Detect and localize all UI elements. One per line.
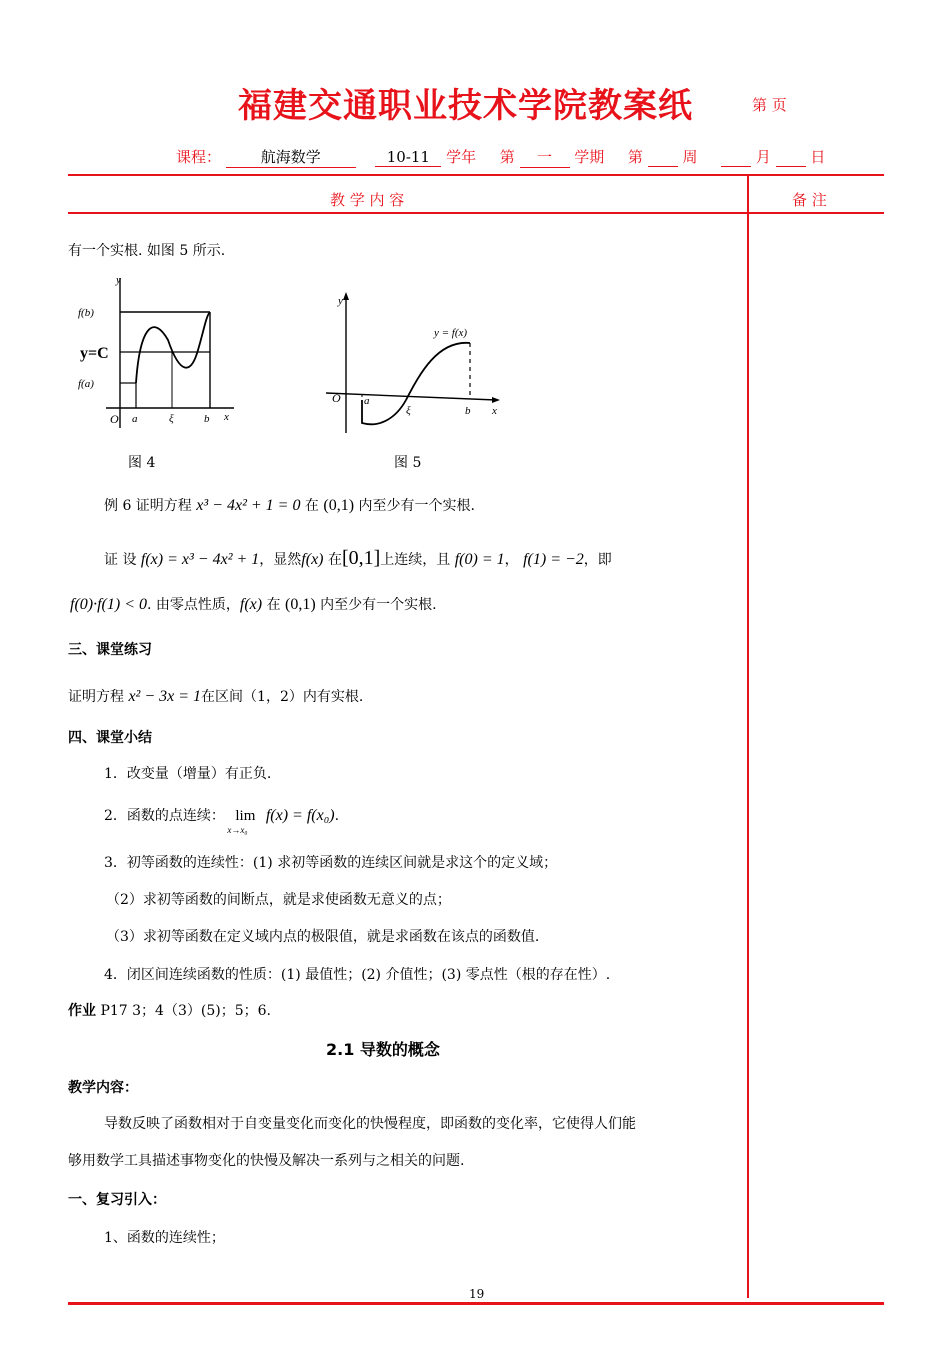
example-6-interval: (0,1) — [323, 497, 355, 514]
fig4-y-label: y — [116, 274, 121, 286]
fig5-x-label: x — [492, 405, 497, 417]
proof-text-e: ，即 — [583, 552, 612, 568]
proof-prefix: 证 设 — [104, 552, 137, 568]
bottom-rule — [68, 1302, 884, 1305]
figure-4-caption: 图 4 — [128, 455, 156, 471]
month-suffix: 月 — [755, 148, 771, 166]
figure-4-graph — [76, 270, 246, 435]
figure-5-graph — [320, 288, 510, 438]
page-number: 19 — [469, 1287, 485, 1301]
proof2-text-a: . 由零点性质， — [147, 597, 240, 613]
summary-2-prefix: 2．函数的点连续： — [104, 808, 225, 824]
proof-text-c: 上连续，且 — [380, 552, 451, 568]
chapter-title: 2.1 导数的概念 — [326, 1040, 440, 1059]
section-4-title: 四、课堂小结 — [68, 730, 152, 746]
limit-block — [227, 807, 261, 835]
proof-function: f(x) = x³ − 4x² + 1 — [140, 551, 260, 568]
limit-symbol: lim — [235, 808, 256, 824]
proof-closed-interval: [0,1] — [341, 547, 381, 569]
fig5-b-label: b — [465, 405, 471, 417]
homework-line — [68, 1003, 271, 1020]
limit-subscript: x→x₀ — [227, 825, 248, 835]
paragraph-1: 导数反映了函数相对于自变量变化而变化的快慢程度，即函数的变化率，它使得人们能 — [104, 1116, 636, 1132]
summary-1: 1．改变量（增量）有正负. — [104, 766, 272, 782]
review-title: 一、复习引入： — [68, 1192, 166, 1208]
fig5-xi-label: ξ — [406, 405, 411, 417]
figure-5-caption: 图 5 — [394, 455, 422, 471]
course-value: 航海数学 — [226, 146, 356, 168]
week-prefix: 第 — [627, 148, 643, 166]
day-blank — [776, 148, 806, 167]
fig5-y-label: y — [338, 295, 343, 307]
practice-prefix: 证明方程 — [68, 689, 124, 705]
fig5-a-label: a — [364, 395, 370, 407]
fig4-b-label: b — [204, 413, 210, 425]
month-blank — [721, 148, 751, 167]
text-line-1: 有一个实根. 如图 5 所示. — [68, 243, 226, 259]
paragraph-2: 够用数学工具描述事物变化的快慢及解决一系列与之相关的问题. — [68, 1153, 465, 1169]
day-suffix: 日 — [810, 148, 826, 166]
year-suffix: 学年 — [446, 148, 477, 166]
summary-2-expression: f(x) = f(x₀) — [265, 807, 335, 824]
fig4-yc-label: y=C — [80, 345, 109, 362]
proof-text-a: ，显然 — [259, 552, 302, 568]
example-6-suffix: 内至少有一个实根. — [358, 498, 475, 514]
proof2-text-b: 在 — [266, 597, 281, 613]
year-value: 10-11 — [375, 148, 441, 167]
example-6 — [104, 496, 475, 515]
review-item-1: 1、函数的连续性； — [104, 1230, 225, 1246]
term-prefix: 第 — [499, 148, 515, 166]
fig4-origin-label: O — [110, 412, 119, 426]
example-6-prefix: 例 6 证明方程 — [104, 498, 192, 514]
fig4-x-label: x — [224, 411, 229, 423]
page-label: 第 页 — [752, 96, 787, 114]
header-rule — [68, 212, 884, 214]
fig4-a-label: a — [132, 413, 138, 425]
example-6-mid: 在 — [304, 498, 319, 514]
proof-f0: f(0) = 1 — [454, 551, 505, 568]
week-blank — [648, 148, 678, 167]
practice-line — [68, 687, 363, 706]
homework-text: P17 3；4（3）(5)；5；6. — [100, 1003, 271, 1019]
remarks-column-header: 备 注 — [792, 191, 827, 209]
fig4-fb-label: f(b) — [78, 307, 94, 319]
proof2-fx: f(x) — [239, 596, 263, 613]
proof-text-b: 在 — [327, 552, 342, 568]
fig5-curve-label: y = f(x) — [434, 327, 468, 339]
summary-3b: （2）求初等函数的间断点，就是求使函数无意义的点； — [106, 892, 451, 908]
proof-line-2 — [70, 595, 437, 614]
week-suffix: 周 — [682, 148, 698, 166]
course-label: 课程： — [176, 148, 222, 166]
proof-text-d: ， — [504, 552, 519, 568]
course-info-line — [176, 146, 825, 168]
proof-line-1 — [104, 546, 612, 570]
proof2-interval: (0,1) — [285, 596, 316, 613]
document-title: 福建交通职业技术学院教案纸 — [238, 86, 693, 126]
top-rule — [68, 174, 884, 176]
proof2-text-c: 内至少有一个实根. — [320, 597, 437, 613]
proof-f1: f(1) = −2 — [523, 551, 584, 568]
section-3-title: 三、课堂练习 — [68, 642, 152, 658]
proof-fx: f(x) — [301, 551, 324, 568]
column-divider — [747, 176, 749, 1298]
proof-product: f(0)·f(1) < 0 — [70, 596, 147, 613]
summary-2 — [104, 806, 340, 835]
term-suffix: 学期 — [574, 148, 605, 166]
practice-equation: x² − 3x = 1 — [128, 688, 202, 705]
example-6-equation: x³ − 4x² + 1 = 0 — [196, 497, 301, 514]
summary-2-end: . — [334, 808, 340, 824]
content-column-header: 教 学 内 容 — [330, 191, 405, 209]
term-value: 一 — [520, 146, 570, 168]
summary-4: 4．闭区间连续函数的性质：(1) 最值性；(2) 介值性；(3) 零点性（根的存在性）. — [104, 967, 611, 983]
fig5-origin-label: O — [332, 391, 341, 405]
summary-3: 3．初等函数的连续性：(1) 求初等函数的连续区间就是求这个的定义域； — [104, 855, 558, 871]
fig4-fa-label: f(a) — [78, 378, 94, 390]
teaching-content-label: 教学内容： — [68, 1080, 138, 1096]
fig4-xi-label: ξ — [169, 413, 174, 425]
practice-suffix: 在区间（1，2）内有实根. — [201, 689, 364, 705]
summary-3c: （3）求初等函数在定义域内点的极限值，就是求函数在该点的函数值. — [106, 929, 540, 945]
homework-label: 作业 — [68, 1003, 96, 1019]
